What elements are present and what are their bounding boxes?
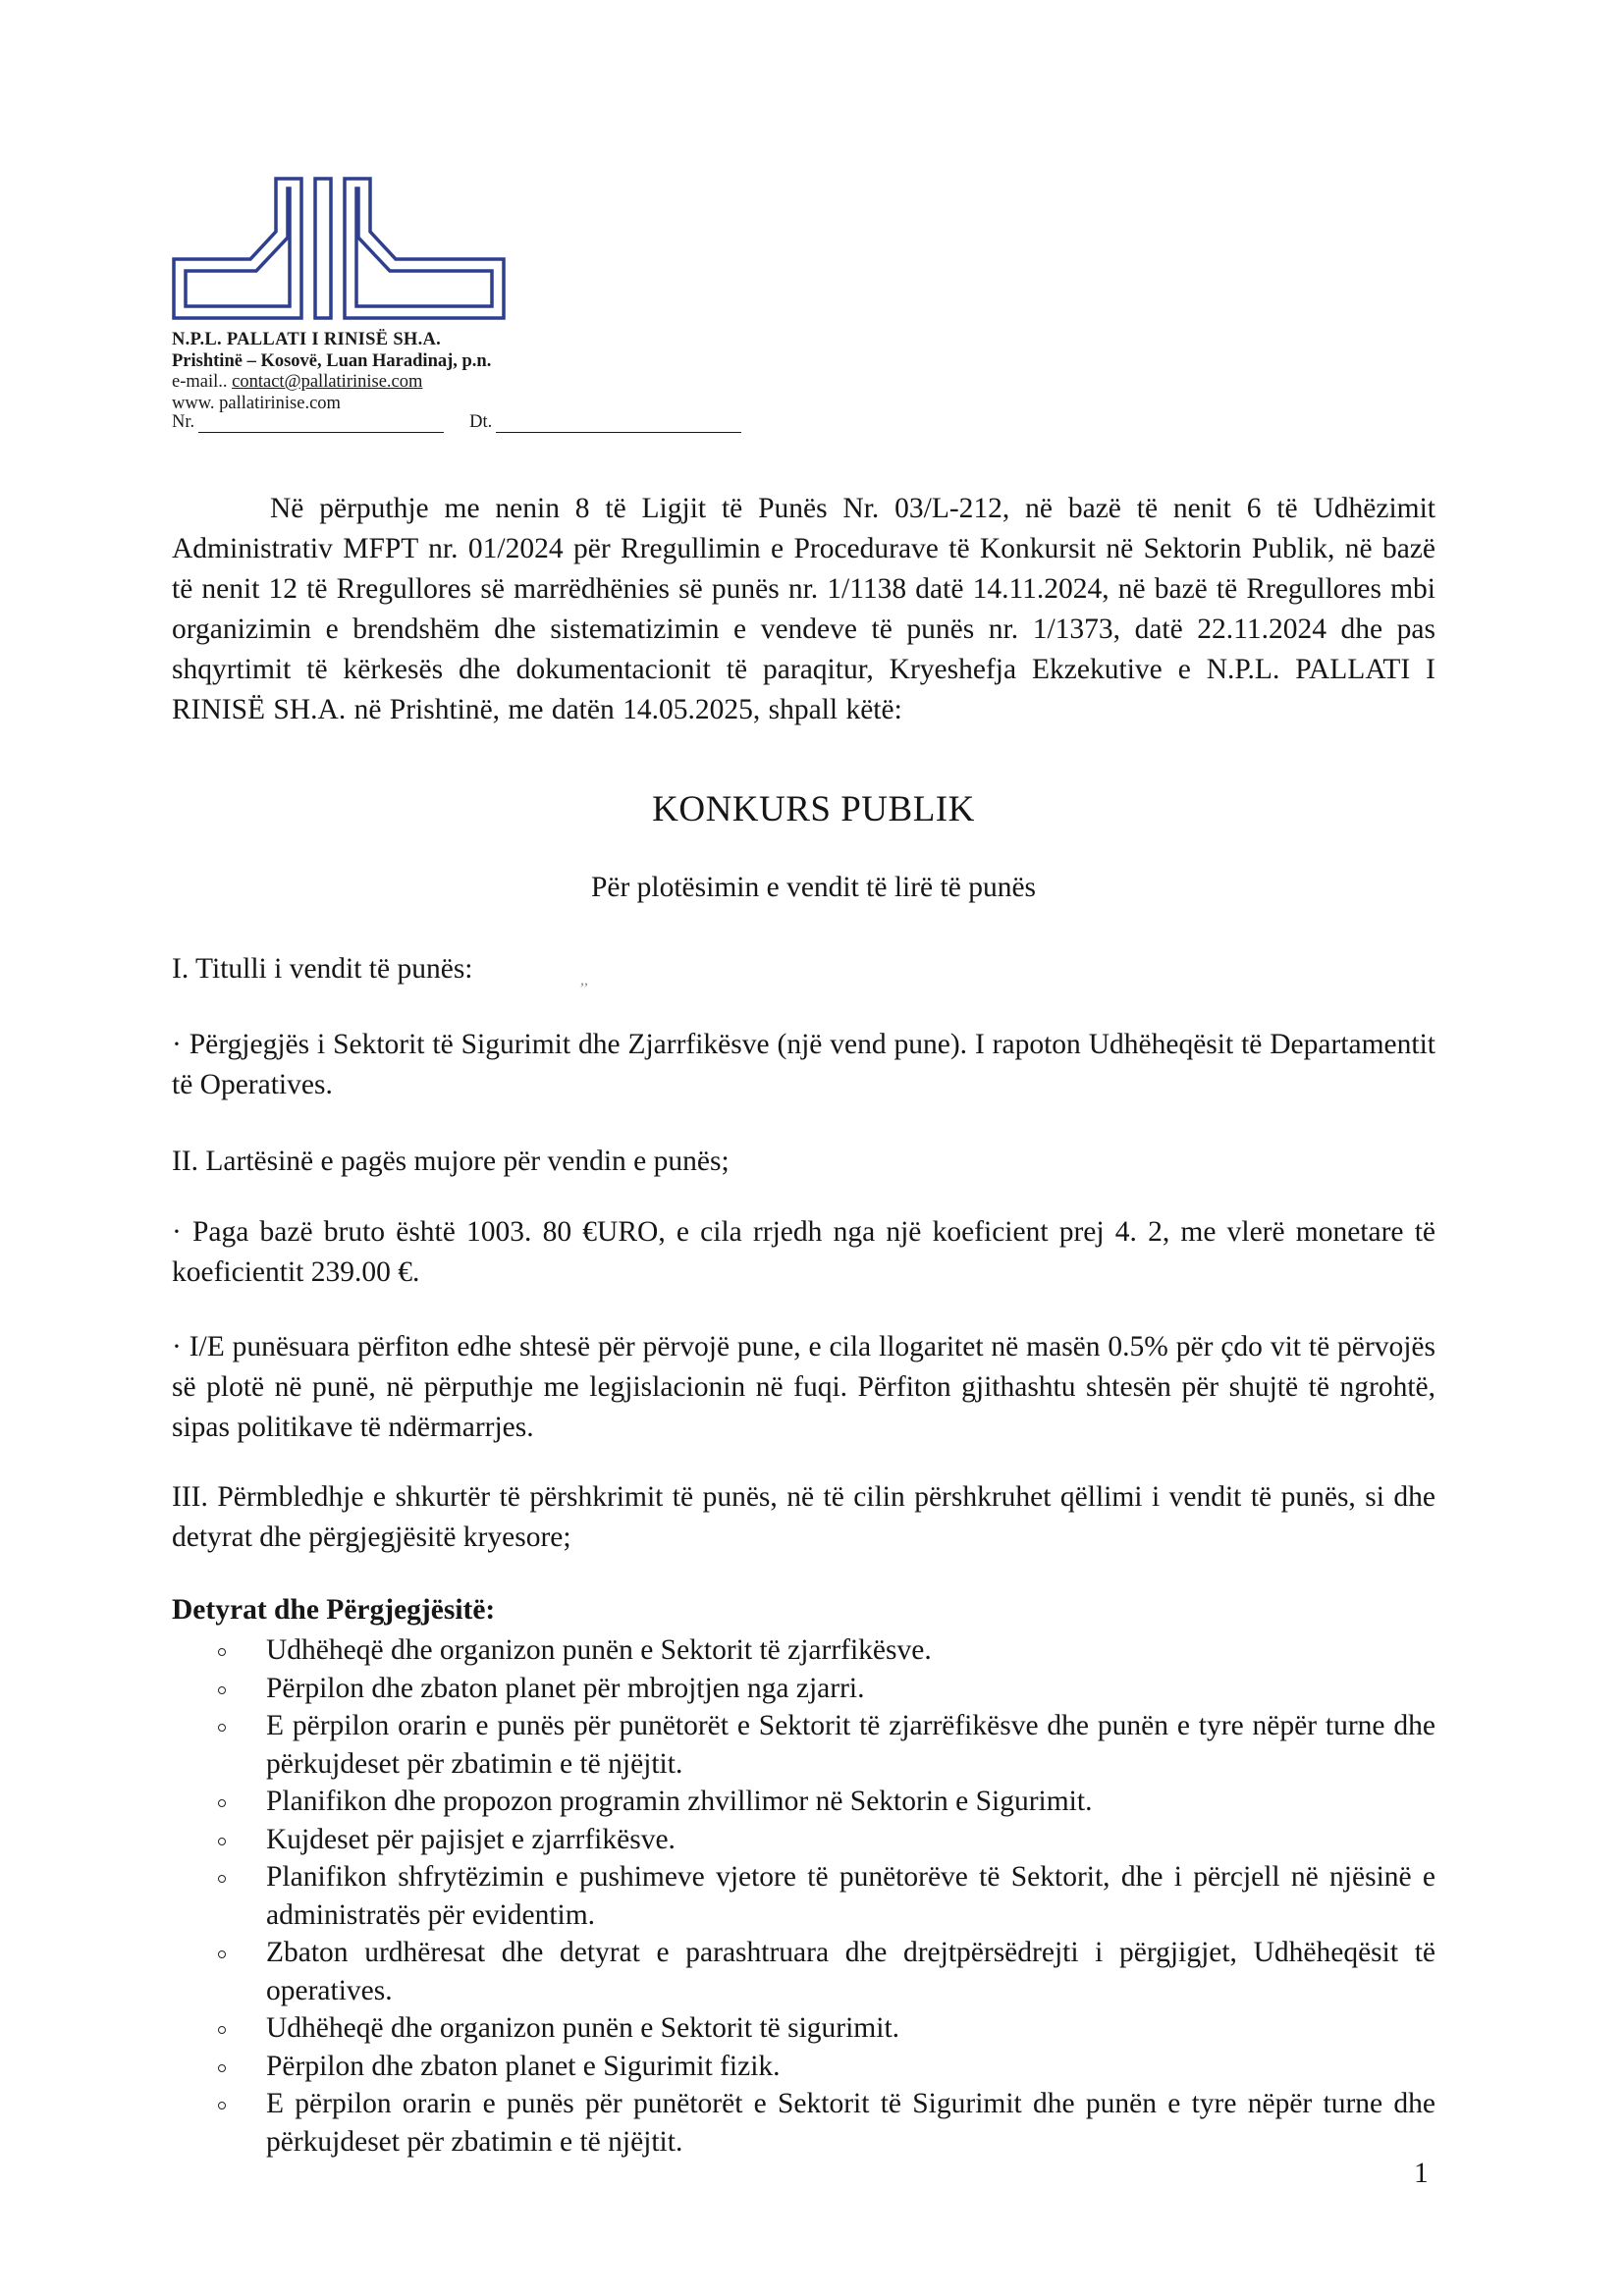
duty-text: Përpilon dhe zbaton planet për mbrojtjen nga zjarri.	[266, 1672, 865, 1704]
org-website: www. pallatirinise.com	[172, 393, 341, 413]
dt-blank	[496, 416, 741, 433]
role-text: Përgjegjës i Sektorit të Sigurimit dhe Zjarrfikësve (një vend pune). I rapoton Udhëheqësit të Departamentit të Operatives.	[172, 1029, 1435, 1100]
bullet-icon	[218, 1838, 226, 1845]
intro-paragraph: Në përputhje me nenin 8 të Ligjit të Punës Nr. 03/L-212, në bazë të nenit 6 të Udhëzimit Administrativ MFPT nr. 01/2024 për Rregullimin e Procedurave të Konkursit në Sektorin Publik, në bazë të nenit 12 të Rregullores së marrëdhënies së punës nr. 1/1138 datë 14.11.2024, në bazë të Rregullores mbi organizimin e brendshëm dhe sistematizimin e vendeve të punës nr. 1/1373, datë 22.11.2024 dhe pas shqyrtimit të kërkesës dhe dokumentacionit të paraqitur, Kryeshefja Ekzekutive e N.P.L. PALLATI I RINISË SH.A. në Prishtinë, me datën 14.05.2025, shpall këtë:	[172, 493, 1435, 725]
bullet-icon	[218, 1724, 226, 1732]
email-label: e-mail..	[172, 372, 233, 392]
bullet-icon	[218, 1686, 226, 1694]
bullet-icon	[218, 1950, 226, 1958]
list-item	[172, 1631, 1435, 1670]
duty-text: E përpilon orarin e punës për punëtorët e Sektorit të zjarrëfikësve dhe punën e tyre nëpër turne dhe përkujdeset për zbatimin e të njëjtit.	[266, 1710, 1435, 1780]
nr-blank	[198, 416, 444, 433]
duty-text: Kujdeset për pajisjet e zjarrfikësve.	[266, 1823, 676, 1855]
list-item	[172, 1858, 1435, 1934]
bonus-paragraph: · I/E punësuara përfiton edhe shtesë për përvojë pune, e cila llogaritet në masën 0.5% për çdo vit të përvojës së plotë në punë, në përputhje me legjislacionin në fuqi. Përfiton gjithashtu shtesën për shujtë të ngrohtë, sipas politikave të ndërmarrjes.	[172, 1331, 1435, 1443]
list-item	[172, 2048, 1435, 2086]
logo-right-inner	[356, 188, 492, 306]
stray-mark: ,,	[580, 972, 588, 988]
list-item	[172, 1821, 1435, 1859]
bullet-icon	[218, 2064, 226, 2072]
duty-text: Udhëheqë dhe organizon punën e Sektorit të zjarrfikësve.	[266, 1634, 932, 1666]
salary-paragraph: · Paga bazë bruto është 1003. 80 €URO, e cila rrjedh nga një koeficient prej 4. 2, me vlerë monetare të koeficientit 239.00 €.	[172, 1216, 1435, 1288]
org-address: Prishtinë – Kosovë, Luan Haradinaj, p.n.	[172, 350, 492, 371]
section-2-heading: II. Lartësinë e pagës mujore për vendin e punës;	[172, 1146, 730, 1177]
logo-center-column	[315, 179, 331, 318]
list-item	[172, 1670, 1435, 1708]
job-title-paragraph	[172, 1025, 1435, 1105]
duties-heading: Detyrat dhe Përgjegjësitë:	[172, 1594, 496, 1626]
bullet-icon	[218, 1648, 226, 1656]
list-item	[172, 1934, 1435, 2009]
role-bullet: ·	[172, 1029, 189, 1060]
letterhead	[172, 330, 491, 414]
bullet-icon	[218, 1875, 226, 1883]
logo-left-inner	[186, 188, 290, 306]
bullet-icon	[218, 1799, 226, 1807]
list-item	[172, 2085, 1435, 2161]
duties-list	[172, 1631, 1435, 2161]
section-3-heading: III. Përmbledhje e shkurtër të përshkrimit të punës, në të cilin përshkruhet qëllimi i vendit të punës, si dhe detyrat dhe përgjegjësitë kryesore;	[172, 1481, 1435, 1553]
list-item	[172, 1783, 1435, 1821]
duty-text: Planifikon dhe propozon programin zhvillimor në Sektorin e Sigurimit.	[266, 1786, 1093, 1817]
nr-label: Nr.	[172, 412, 195, 432]
dt-label: Dt.	[469, 412, 493, 432]
org-name: N.P.L. PALLATI I RINISË SH.A.	[172, 330, 442, 349]
section-1-heading: I. Titulli i vendit të punës:	[172, 953, 473, 985]
document-title: KONKURS PUBLIK	[652, 789, 975, 829]
bullet-icon	[218, 2102, 226, 2109]
duty-text: Zbaton urdhëresat dhe detyrat e parashtruara dhe drejtpërsëdrejti i përgjigjet, Udhëheqësit të operatives.	[266, 1937, 1435, 2006]
bullet-icon	[218, 2026, 226, 2034]
duty-text: Planifikon shfrytëzimin e pushimeve vjetore të punëtorëve të Sektorit, dhe i përcjell në njësinë e administratës për evidentim.	[266, 1861, 1435, 1931]
duty-text: Udhëheqë dhe organizon punën e Sektorit të sigurimit.	[266, 2012, 900, 2044]
document-subtitle: Për plotësimin e vendit të lirë të punës	[590, 872, 1037, 903]
duty-text: Përpilon dhe zbaton planet e Sigurimit fizik.	[266, 2050, 781, 2082]
pallati-rinise-logo	[172, 175, 506, 322]
org-email-line	[172, 372, 491, 394]
email-link[interactable]: contact@pallatirinise.com	[232, 372, 423, 392]
duty-text: E përpilon orarin e punës për punëtorët e Sektorit të Sigurimit dhe punën e tyre nëpër turne dhe përkujdeset për zbatimin e të njëjtit.	[266, 2088, 1435, 2158]
list-item	[172, 2009, 1435, 2048]
logo-left-shape	[174, 179, 301, 318]
reference-number-line	[172, 412, 741, 433]
list-item	[172, 1707, 1435, 1783]
page-number: 1	[1414, 2158, 1429, 2189]
